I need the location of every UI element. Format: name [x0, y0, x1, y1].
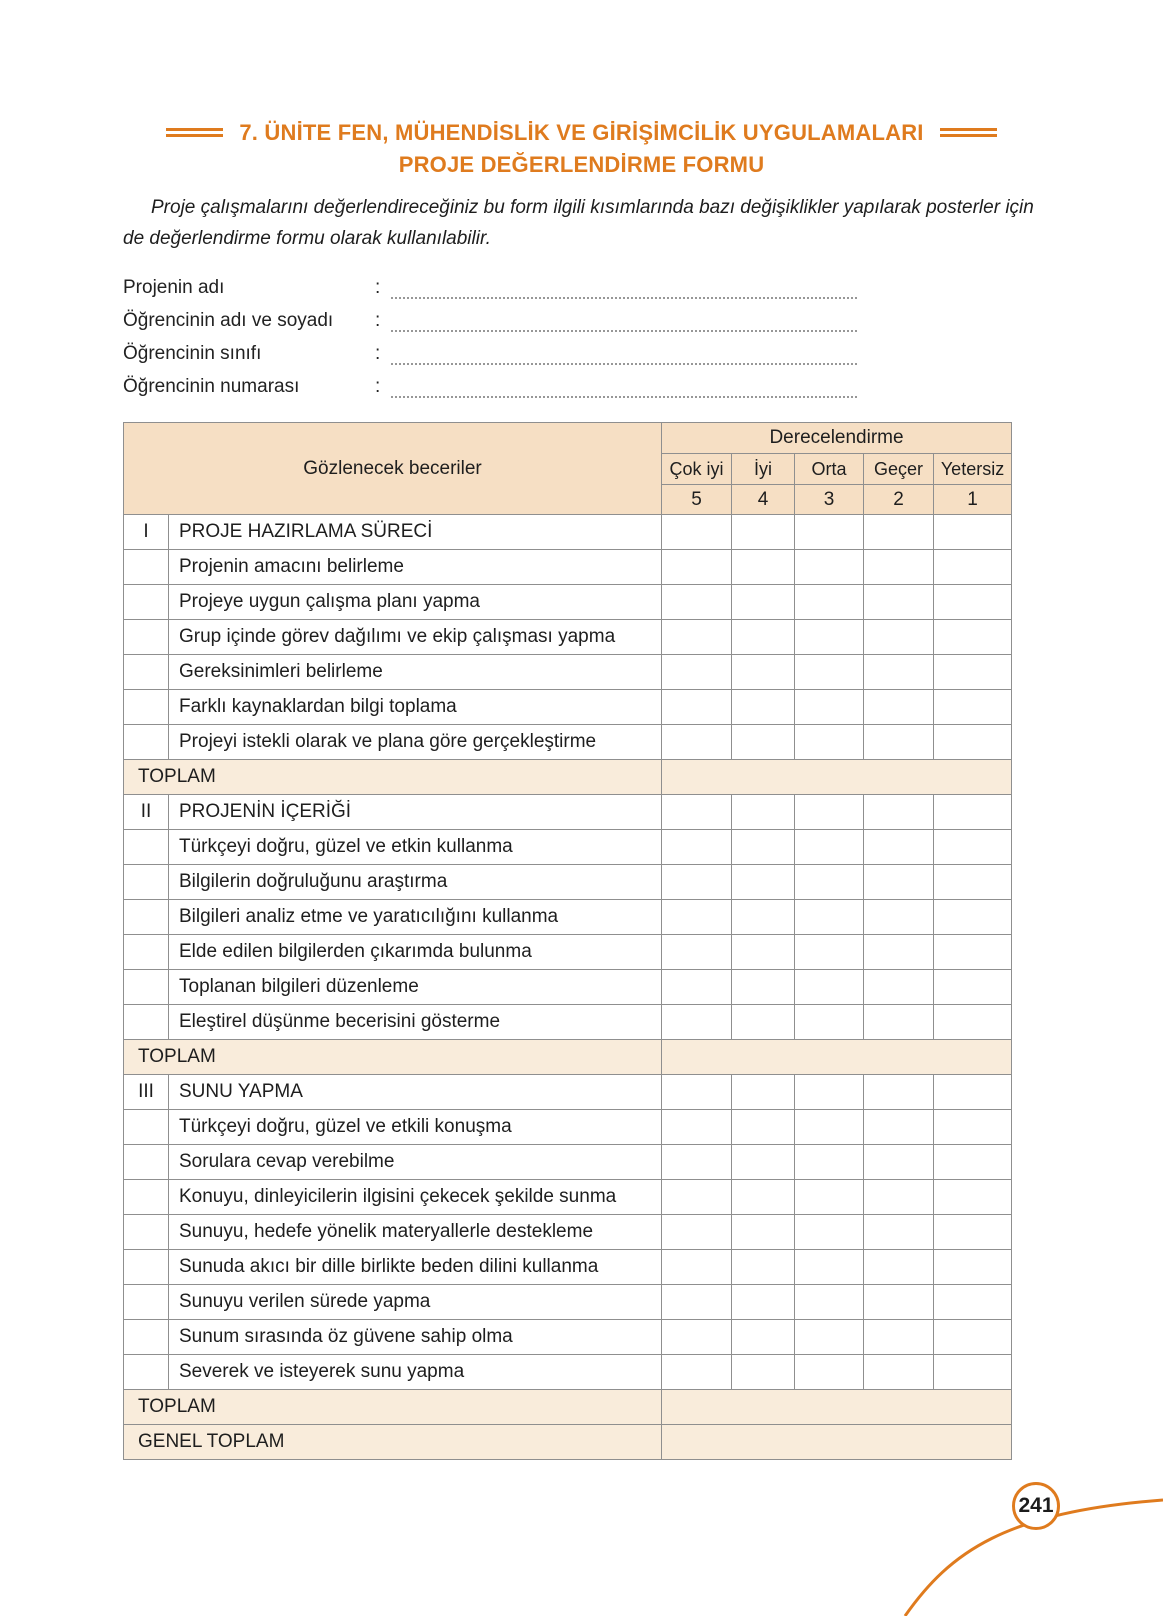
field-value-line [391, 310, 857, 332]
form-field-row [123, 365, 1040, 398]
rating-cell [662, 830, 732, 865]
rating-cell [934, 1215, 1012, 1250]
row-numeral-empty [124, 1250, 169, 1285]
rating-cell [732, 1250, 795, 1285]
rating-label-iyi: İyi [732, 454, 795, 485]
rating-cell [662, 655, 732, 690]
rating-cell [662, 690, 732, 725]
rating-cell [662, 585, 732, 620]
rating-cell [795, 1250, 864, 1285]
skill-row [124, 865, 1012, 900]
skill-label: Gereksinimleri belirleme [169, 655, 662, 690]
rating-cell [864, 585, 934, 620]
rating-cell [864, 655, 934, 690]
rating-cell [795, 1110, 864, 1145]
rating-cell [732, 690, 795, 725]
field-colon: : [375, 277, 381, 299]
rating-cell [732, 1110, 795, 1145]
form-field-row [123, 266, 1040, 299]
skill-row [124, 830, 1012, 865]
section-header-row [124, 795, 1012, 830]
section-total-score-cell [662, 760, 1012, 795]
field-value-line [391, 376, 857, 398]
form-field-row [123, 332, 1040, 365]
rating-cell [732, 830, 795, 865]
rating-cell [662, 795, 732, 830]
rating-cell [795, 1145, 864, 1180]
section-numeral: II [124, 795, 169, 830]
rating-cell [662, 1075, 732, 1110]
rating-cell [732, 1320, 795, 1355]
rating-cell [934, 1250, 1012, 1285]
rating-cell [864, 1005, 934, 1040]
rating-cell [795, 795, 864, 830]
title-decoration-left [166, 128, 223, 137]
rating-label-yetersiz: Yetersiz [934, 454, 1012, 485]
rating-cell [732, 1145, 795, 1180]
rating-cell [934, 1320, 1012, 1355]
rating-cell [662, 515, 732, 550]
skill-label: Projeye uygun çalışma planı yapma [169, 585, 662, 620]
section-total-score-cell [662, 1040, 1012, 1075]
field-colon: : [375, 376, 381, 398]
row-numeral-empty [124, 935, 169, 970]
rating-cell [795, 1285, 864, 1320]
intro-paragraph: Proje çalışmalarını değerlendireceğiniz bu form ilgili kısımlarında bazı değişiklikler yapılarak posterler için de değerlendirme formu olarak kullanılabilir. [123, 197, 1034, 249]
field-label: Projenin adı [123, 277, 225, 299]
rating-cell [732, 1285, 795, 1320]
rating-cell [732, 795, 795, 830]
skill-row [124, 1005, 1012, 1040]
section-total-label: TOPLAM [124, 1390, 662, 1425]
rating-cell [934, 725, 1012, 760]
skill-label: Projeyi istekli olarak ve plana göre gerçekleştirme [169, 725, 662, 760]
section-total-label: TOPLAM [124, 1040, 662, 1075]
rating-cell [732, 585, 795, 620]
rating-cell [934, 690, 1012, 725]
unit-title: 7. ÜNİTE FEN, MÜHENDİSLİK VE GİRİŞİMCİLİK UYGULAMALARI [239, 120, 924, 145]
rating-cell [732, 725, 795, 760]
row-numeral-empty [124, 585, 169, 620]
rating-cell [934, 1005, 1012, 1040]
rating-cell [864, 515, 934, 550]
rating-cell [795, 1355, 864, 1390]
rating-cell [795, 620, 864, 655]
rating-cell [864, 865, 934, 900]
skill-label: Sunum sırasında öz güvene sahip olma [169, 1320, 662, 1355]
skill-label: Sunuyu verilen sürede yapma [169, 1285, 662, 1320]
skill-row [124, 655, 1012, 690]
title-decoration-right [940, 128, 997, 137]
section-title: PROJENİN İÇERİĞİ [169, 795, 662, 830]
rating-label-cokiyi: Çok iyi [662, 454, 732, 485]
row-numeral-empty [124, 620, 169, 655]
rating-cell [864, 970, 934, 1005]
skills-column-header: Gözlenecek beceriler [124, 423, 662, 515]
skill-row [124, 1250, 1012, 1285]
rating-cell [662, 1110, 732, 1145]
rating-cell [934, 655, 1012, 690]
field-label: Öğrencinin numarası [123, 376, 300, 398]
rating-cell [662, 1005, 732, 1040]
skill-label: Severek ve isteyerek sunu yapma [169, 1355, 662, 1390]
rating-cell [864, 1320, 934, 1355]
rating-cell [662, 1285, 732, 1320]
row-numeral-empty [124, 655, 169, 690]
skill-label: Sorulara cevap verebilme [169, 1145, 662, 1180]
rating-cell [864, 935, 934, 970]
rating-cell [662, 1145, 732, 1180]
skill-row [124, 620, 1012, 655]
evaluation-table [123, 422, 1012, 1460]
section-total-label: TOPLAM [124, 760, 662, 795]
rating-cell [795, 935, 864, 970]
row-numeral-empty [124, 830, 169, 865]
page-number-badge: 241 [1012, 1482, 1060, 1530]
row-numeral-empty [124, 1285, 169, 1320]
rating-cell [934, 1075, 1012, 1110]
skill-row [124, 550, 1012, 585]
rating-cell [864, 620, 934, 655]
rating-cell [934, 795, 1012, 830]
rating-group-header: Derecelendirme [662, 423, 1012, 454]
rating-cell [662, 725, 732, 760]
rating-cell [662, 1250, 732, 1285]
section-total-row [124, 1040, 1012, 1075]
grand-total-score-cell [662, 1425, 1012, 1460]
skill-label: Türkçeyi doğru, güzel ve etkin kullanma [169, 830, 662, 865]
rating-cell [795, 725, 864, 760]
row-numeral-empty [124, 1355, 169, 1390]
rating-cell [662, 900, 732, 935]
rating-cell [864, 1285, 934, 1320]
rating-cell [795, 1075, 864, 1110]
skill-row [124, 935, 1012, 970]
rating-cell [732, 1180, 795, 1215]
field-label: Öğrencinin sınıfı [123, 343, 262, 365]
rating-cell [662, 1355, 732, 1390]
row-numeral-empty [124, 1145, 169, 1180]
rating-cell [864, 1250, 934, 1285]
form-fields [123, 266, 1040, 398]
skill-row [124, 1320, 1012, 1355]
skill-row [124, 1110, 1012, 1145]
row-numeral-empty [124, 970, 169, 1005]
rating-cell [934, 900, 1012, 935]
rating-cell [934, 1285, 1012, 1320]
skill-label: Türkçeyi doğru, güzel ve etkili konuşma [169, 1110, 662, 1145]
row-numeral-empty [124, 865, 169, 900]
rating-cell [795, 1215, 864, 1250]
skill-row [124, 1285, 1012, 1320]
rating-cell [795, 865, 864, 900]
rating-cell [864, 1180, 934, 1215]
skill-label: Toplanan bilgileri düzenleme [169, 970, 662, 1005]
section-title: SUNU YAPMA [169, 1075, 662, 1110]
rating-cell [934, 830, 1012, 865]
skill-row [124, 900, 1012, 935]
section-total-score-cell [662, 1390, 1012, 1425]
rating-cell [864, 795, 934, 830]
rating-cell [864, 900, 934, 935]
rating-cell [662, 935, 732, 970]
rating-cell [732, 550, 795, 585]
skill-row [124, 1215, 1012, 1250]
skill-label: Eleştirel düşünme becerisini gösterme [169, 1005, 662, 1040]
section-title: PROJE HAZIRLAMA SÜRECİ [169, 515, 662, 550]
rating-cell [795, 550, 864, 585]
skill-label: Sunuda akıcı bir dille birlikte beden dilini kullanma [169, 1250, 662, 1285]
rating-cell [732, 865, 795, 900]
table-header-row-1 [124, 423, 1012, 454]
rating-value-4: 4 [732, 485, 795, 515]
rating-cell [732, 1355, 795, 1390]
rating-cell [864, 1215, 934, 1250]
rating-cell [795, 515, 864, 550]
skill-row [124, 690, 1012, 725]
section-numeral: I [124, 515, 169, 550]
rating-label-orta: Orta [795, 454, 864, 485]
rating-cell [732, 935, 795, 970]
rating-cell [795, 1320, 864, 1355]
rating-cell [934, 865, 1012, 900]
page-title-block [123, 118, 1040, 179]
section-numeral: III [124, 1075, 169, 1110]
rating-cell [864, 1355, 934, 1390]
skill-label: Bilgileri analiz etme ve yaratıcılığını kullanma [169, 900, 662, 935]
rating-cell [732, 515, 795, 550]
table-header [124, 423, 1012, 515]
rating-cell [795, 655, 864, 690]
rating-value-2: 2 [864, 485, 934, 515]
row-numeral-empty [124, 1005, 169, 1040]
grand-total-label: GENEL TOPLAM [124, 1425, 662, 1460]
rating-cell [662, 1215, 732, 1250]
section-total-row [124, 1390, 1012, 1425]
rating-cell [662, 1320, 732, 1355]
rating-cell [864, 550, 934, 585]
rating-cell [795, 900, 864, 935]
rating-cell [662, 865, 732, 900]
row-numeral-empty [124, 1110, 169, 1145]
rating-cell [795, 585, 864, 620]
form-title: PROJE DEĞERLENDİRME FORMU [398, 151, 765, 177]
rating-value-1: 1 [934, 485, 1012, 515]
rating-cell [864, 1110, 934, 1145]
rating-cell [795, 690, 864, 725]
rating-cell [934, 515, 1012, 550]
rating-cell [662, 620, 732, 655]
rating-value-3: 3 [795, 485, 864, 515]
field-label: Öğrencinin adı ve soyadı [123, 310, 334, 332]
skill-row [124, 1180, 1012, 1215]
rating-cell [732, 1075, 795, 1110]
title-row [123, 118, 1040, 148]
rating-cell [934, 1145, 1012, 1180]
form-field-row [123, 299, 1040, 332]
rating-cell [934, 1355, 1012, 1390]
rating-cell [934, 935, 1012, 970]
rating-cell [732, 1005, 795, 1040]
rating-cell [934, 1180, 1012, 1215]
rating-cell [795, 970, 864, 1005]
rating-cell [662, 970, 732, 1005]
rating-cell [795, 830, 864, 865]
skill-label: Grup içinde görev dağılımı ve ekip çalışması yapma [169, 620, 662, 655]
rating-label-gecer: Geçer [864, 454, 934, 485]
rating-cell [864, 725, 934, 760]
rating-cell [864, 690, 934, 725]
rating-cell [732, 655, 795, 690]
rating-cell [864, 830, 934, 865]
rating-cell [662, 1180, 732, 1215]
rating-cell [732, 620, 795, 655]
row-numeral-empty [124, 1320, 169, 1355]
skill-label: Sunuyu, hedefe yönelik materyallerle destekleme [169, 1215, 662, 1250]
field-value-line [391, 277, 857, 299]
skill-label: Elde edilen bilgilerden çıkarımda bulunma [169, 935, 662, 970]
rating-cell [864, 1075, 934, 1110]
rating-cell [732, 970, 795, 1005]
rating-cell [732, 900, 795, 935]
skill-label: Projenin amacını belirleme [169, 550, 662, 585]
rating-cell [934, 585, 1012, 620]
row-numeral-empty [124, 550, 169, 585]
field-colon: : [375, 343, 381, 365]
field-colon: : [375, 310, 381, 332]
section-header-row [124, 1075, 1012, 1110]
skill-row [124, 970, 1012, 1005]
rating-cell [732, 1215, 795, 1250]
field-value-line [391, 343, 857, 365]
skill-row [124, 1355, 1012, 1390]
rating-cell [795, 1005, 864, 1040]
rating-cell [934, 1110, 1012, 1145]
section-header-row [124, 515, 1012, 550]
skill-label: Farklı kaynaklardan bilgi toplama [169, 690, 662, 725]
grand-total-row [124, 1425, 1012, 1460]
rating-cell [864, 1145, 934, 1180]
row-numeral-empty [124, 1215, 169, 1250]
row-numeral-empty [124, 690, 169, 725]
rating-cell [934, 550, 1012, 585]
rating-cell [934, 970, 1012, 1005]
skill-row [124, 725, 1012, 760]
skills-table-body [124, 515, 1012, 1460]
skill-row [124, 585, 1012, 620]
rating-value-5: 5 [662, 485, 732, 515]
row-numeral-empty [124, 1180, 169, 1215]
skill-label: Bilgilerin doğruluğunu araştırma [169, 865, 662, 900]
rating-cell [662, 550, 732, 585]
skill-label: Konuyu, dinleyicilerin ilgisini çekecek şekilde sunma [169, 1180, 662, 1215]
rating-cell [934, 620, 1012, 655]
section-total-row [124, 760, 1012, 795]
row-numeral-empty [124, 725, 169, 760]
rating-cell [795, 1180, 864, 1215]
skill-row [124, 1145, 1012, 1180]
row-numeral-empty [124, 900, 169, 935]
